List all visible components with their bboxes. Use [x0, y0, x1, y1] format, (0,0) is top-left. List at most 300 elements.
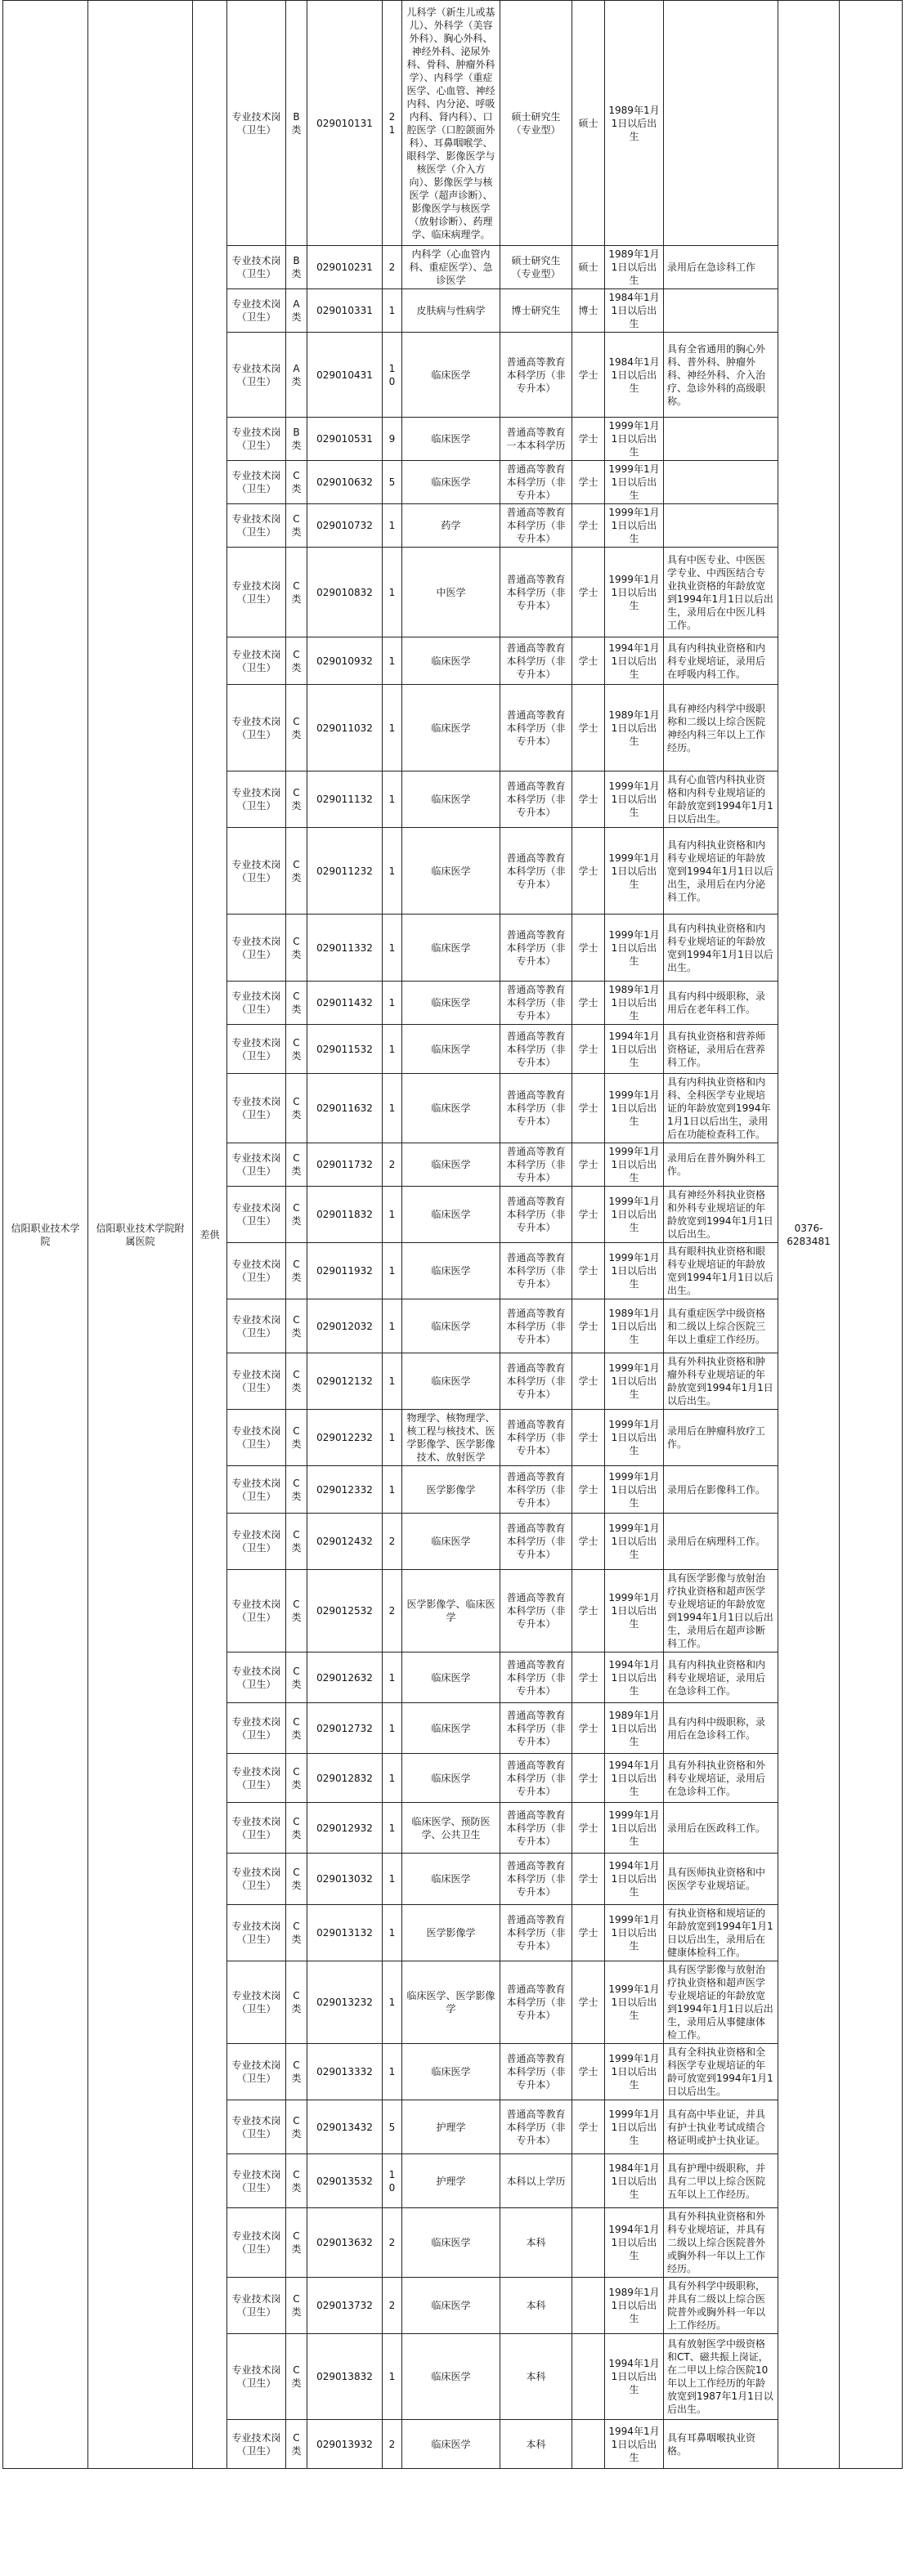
code-cell: 029010131 — [307, 1, 383, 246]
position-cell: 专业技术岗（卫生） — [227, 1299, 286, 1353]
other-requirements-cell: 具有重症医学中级资格和二级以上综合医院三年以上重症工作经历。 — [664, 1299, 778, 1353]
count-cell: 1 — [383, 1243, 402, 1299]
code-cell: 029013232 — [307, 1961, 383, 2044]
major-cell: 临床医学 — [402, 1514, 500, 1570]
position-cell: 专业技术岗（卫生） — [227, 1754, 286, 1803]
other-requirements-cell: 具有外科学中级职称，并具有二级以上综合医院普外或胸外科一年以上工作经历。 — [664, 2278, 778, 2334]
major-cell: 护理学 — [402, 2154, 500, 2208]
major-cell: 皮肤病与性病学 — [402, 289, 500, 333]
count-cell: 1 — [383, 1025, 402, 1074]
position-cell: 专业技术岗（卫生） — [227, 1854, 286, 1905]
count-cell: 1 — [383, 1466, 402, 1514]
age-cell: 1989年1月1日以后出生 — [605, 685, 664, 771]
degree-cell: 学士 — [572, 1074, 605, 1143]
other-requirements-cell: 具有执业资格和营养师资格证，录用后在营养科工作。 — [664, 1025, 778, 1074]
position-cell: 专业技术岗（卫生） — [227, 1074, 286, 1143]
other-requirements-cell: 具有护理中级职称，并具有二甲以上综合医院五年以上工作经历。 — [664, 2154, 778, 2208]
position-cell: 专业技术岗（卫生） — [227, 2154, 286, 2208]
position-cell: 专业技术岗（卫生） — [227, 418, 286, 461]
count-cell: 1 — [383, 2334, 402, 2420]
count-cell: 1 — [383, 2044, 402, 2100]
count-cell: 1 — [383, 1074, 402, 1143]
major-cell: 临床医学 — [402, 1353, 500, 1410]
major-cell: 临床医学 — [402, 1854, 500, 1905]
position-cell: 专业技术岗（卫生） — [227, 2278, 286, 2334]
count-cell: 1 — [383, 1353, 402, 1410]
education-cell: 普通高等教育本科学历（非专升本） — [500, 1143, 572, 1187]
education-cell: 普通高等教育本科学历（非专升本） — [500, 2044, 572, 2100]
code-cell: 029011732 — [307, 1143, 383, 1187]
education-cell: 普通高等教育本科学历（非专升本） — [500, 1514, 572, 1570]
code-cell: 029010832 — [307, 548, 383, 637]
position-cell: 专业技术岗（卫生） — [227, 2334, 286, 2420]
code-cell: 029012732 — [307, 1703, 383, 1754]
class-cell: C类 — [286, 461, 307, 504]
code-cell: 029011332 — [307, 915, 383, 982]
major-cell: 临床医学 — [402, 915, 500, 982]
age-cell: 1999年1月1日以后出生 — [605, 2100, 664, 2154]
education-cell: 普通高等教育本科学历（非专升本） — [500, 771, 572, 828]
major-cell: 临床医学 — [402, 2278, 500, 2334]
age-cell: 1994年1月1日以后出生 — [605, 1652, 664, 1703]
education-cell: 普通高等教育本科学历（非专升本） — [500, 1803, 572, 1854]
other-requirements-cell: 录用后在影像科工作。 — [664, 1466, 778, 1514]
position-cell: 专业技术岗（卫生） — [227, 333, 286, 418]
count-cell: 5 — [383, 2100, 402, 2154]
position-cell: 专业技术岗（卫生） — [227, 637, 286, 685]
class-cell: C类 — [286, 1187, 307, 1243]
code-cell: 029011132 — [307, 771, 383, 828]
position-cell: 专业技术岗（卫生） — [227, 2208, 286, 2278]
major-cell: 临床医学 — [402, 685, 500, 771]
major-cell: 临床医学、预防医学、公共卫生 — [402, 1803, 500, 1854]
degree-cell: 学士 — [572, 2100, 605, 2154]
major-cell: 临床医学 — [402, 637, 500, 685]
major-cell: 医学影像学、临床医学 — [402, 1570, 500, 1652]
education-cell: 普通高等教育本科学历（非专升本） — [500, 1410, 572, 1466]
position-cell: 专业技术岗（卫生） — [227, 461, 286, 504]
age-cell: 1999年1月1日以后出生 — [605, 1570, 664, 1652]
class-cell: C类 — [286, 1905, 307, 1961]
code-cell: 029011232 — [307, 828, 383, 915]
code-cell: 029011432 — [307, 982, 383, 1025]
class-cell: C类 — [286, 2208, 307, 2278]
code-cell: 029010531 — [307, 418, 383, 461]
other-requirements-cell: 有执业资格和规培证的年龄放宽到1994年1月1日以后出生，录用后在健康体检科工作。 — [664, 1905, 778, 1961]
count-cell: 2 — [383, 246, 402, 289]
other-requirements-cell: 具有放射医学中级资格和CT、磁共振上岗证，在二甲以上综合医院10年以上工作经历的年龄放宽到1987年1月1日以后出生。 — [664, 2334, 778, 2420]
other-requirements-cell — [664, 461, 778, 504]
degree-cell: 硕士 — [572, 1, 605, 246]
position-cell: 专业技术岗（卫生） — [227, 2100, 286, 2154]
education-cell: 硕士研究生（专业型） — [500, 246, 572, 289]
other-requirements-cell: 具有内科执业资格和内科专业规培证，录用后在急诊科工作。 — [664, 1652, 778, 1703]
position-cell: 专业技术岗（卫生） — [227, 1466, 286, 1514]
position-cell: 专业技术岗（卫生） — [227, 1187, 286, 1243]
other-requirements-cell: 具有外科执业资格和肿瘤外科专业规培证的年龄放宽到1994年1月1日以后出生。 — [664, 1353, 778, 1410]
code-cell: 029013332 — [307, 2044, 383, 2100]
education-cell: 普通高等教育本科学历（非专升本） — [500, 637, 572, 685]
age-cell: 1999年1月1日以后出生 — [605, 1074, 664, 1143]
major-cell: 儿科学（新生儿或基儿）、外科学（美容外科）、胸心外科、神经外科、泌尿外科、骨科、肿瘤外科学）、内科学（重症医学、心血管、神经内科、内分泌、呼吸内科、肾内科）、口腔医学（口腔颌面外科）、耳鼻咽喉学、眼科学、影像医学与核医学（介入方向）、影像医学与核医学（超声诊断）、影像医学与核医学（放射诊断）、药理学、临床病理学。 — [402, 1, 500, 246]
education-cell: 普通高等教育本科学历（非专升本） — [500, 1854, 572, 1905]
position-cell: 专业技术岗（卫生） — [227, 2044, 286, 2100]
other-requirements-cell: 具有内科执业资格和内科专业规培证，录用后在呼吸内科工作。 — [664, 637, 778, 685]
degree-cell: 学士 — [572, 637, 605, 685]
age-cell: 1999年1月1日以后出生 — [605, 548, 664, 637]
position-cell: 专业技术岗（卫生） — [227, 1143, 286, 1187]
education-cell: 普通高等教育本科学历（非专升本） — [500, 685, 572, 771]
class-cell: C类 — [286, 2100, 307, 2154]
count-cell: 10 — [383, 2154, 402, 2208]
class-cell: C类 — [286, 685, 307, 771]
major-cell: 临床医学 — [402, 2420, 500, 2469]
age-cell: 1984年1月1日以后出生 — [605, 333, 664, 418]
count-cell: 2 — [383, 2278, 402, 2334]
count-cell: 1 — [383, 1905, 402, 1961]
education-cell: 普通高等教育本科学历（非专升本） — [500, 1243, 572, 1299]
count-cell: 10 — [383, 333, 402, 418]
class-cell: B类 — [286, 1, 307, 246]
major-cell: 临床医学 — [402, 1025, 500, 1074]
other-requirements-cell: 具有中医专业、中医医学专业、中西医结合专业执业资格的年龄放宽到1994年1月1日以后出生，录用后在中医儿科工作。 — [664, 548, 778, 637]
class-cell: C类 — [286, 1299, 307, 1353]
education-cell: 普通高等教育本科学历（非专升本） — [500, 548, 572, 637]
table-row — [3, 1, 903, 246]
class-cell: C类 — [286, 1466, 307, 1514]
degree-cell: 学士 — [572, 1243, 605, 1299]
count-cell: 1 — [383, 504, 402, 548]
major-cell: 内科学（心血管内科、重症医学）、急诊医学 — [402, 246, 500, 289]
count-cell: 1 — [383, 1754, 402, 1803]
code-cell: 029013732 — [307, 2278, 383, 2334]
class-cell: C类 — [286, 1025, 307, 1074]
other-requirements-cell: 录用后在医政科工作。 — [664, 1803, 778, 1854]
education-cell: 本科 — [500, 2208, 572, 2278]
degree-cell: 学士 — [572, 915, 605, 982]
major-cell: 临床医学 — [402, 828, 500, 915]
class-cell: C类 — [286, 1652, 307, 1703]
other-requirements-cell: 具有心血管内科执业资格和内科专业规培证的年龄放宽到1994年1月1日以后出生。 — [664, 771, 778, 828]
major-cell: 临床医学 — [402, 771, 500, 828]
major-cell: 临床医学 — [402, 1703, 500, 1754]
class-cell: C类 — [286, 2334, 307, 2420]
code-cell: 029010632 — [307, 461, 383, 504]
age-cell: 1989年1月1日以后出生 — [605, 246, 664, 289]
age-cell: 1999年1月1日以后出生 — [605, 418, 664, 461]
age-cell: 1994年1月1日以后出生 — [605, 1754, 664, 1803]
code-cell: 029010331 — [307, 289, 383, 333]
code-cell: 029013432 — [307, 2100, 383, 2154]
position-cell: 专业技术岗（卫生） — [227, 828, 286, 915]
degree-cell: 学士 — [572, 1854, 605, 1905]
count-cell: 1 — [383, 637, 402, 685]
count-cell: 1 — [383, 289, 402, 333]
class-cell: C类 — [286, 2420, 307, 2469]
other-requirements-cell: 录用后在急诊科工作 — [664, 246, 778, 289]
class-cell: C类 — [286, 637, 307, 685]
degree-cell: 学士 — [572, 1803, 605, 1854]
code-cell: 029011632 — [307, 1074, 383, 1143]
count-cell: 2 — [383, 1143, 402, 1187]
other-requirements-cell: 具有神经内科学中级职称和二级以上综合医院神经内科三年以上工作经历。 — [664, 685, 778, 771]
education-cell: 普通高等教育本科学历（非专升本） — [500, 1570, 572, 1652]
count-cell: 1 — [383, 1803, 402, 1854]
education-cell: 普通高等教育本科学历（非专升本） — [500, 915, 572, 982]
education-cell: 普通高等教育本科学历（非专升本） — [500, 1703, 572, 1754]
other-requirements-cell: 具有神经外科执业资格和外科专业规培证的年龄放宽到1994年1月1日以后出生。 — [664, 1187, 778, 1243]
code-cell: 029013532 — [307, 2154, 383, 2208]
phone-cell: 0376-6283481 — [778, 1, 840, 2469]
major-cell: 临床医学 — [402, 1299, 500, 1353]
position-cell: 专业技术岗（卫生） — [227, 1353, 286, 1410]
age-cell: 1999年1月1日以后出生 — [605, 1143, 664, 1187]
other-requirements-cell: 具有耳鼻咽喉执业资格。 — [664, 2420, 778, 2469]
class-cell: C类 — [286, 2278, 307, 2334]
major-cell: 物理学、核物理学、核工程与核技术、医学影像学、医学影像技术、放射医学 — [402, 1410, 500, 1466]
code-cell: 029011532 — [307, 1025, 383, 1074]
degree-cell: 学士 — [572, 1961, 605, 2044]
age-cell: 1999年1月1日以后出生 — [605, 1410, 664, 1466]
age-cell: 1989年1月1日以后出生 — [605, 1, 664, 246]
count-cell: 1 — [383, 548, 402, 637]
education-cell: 普通高等教育一本本科学历 — [500, 418, 572, 461]
major-cell: 临床医学 — [402, 2044, 500, 2100]
class-cell: A类 — [286, 333, 307, 418]
education-cell: 普通高等教育本科学历（非专升本） — [500, 333, 572, 418]
class-cell: C类 — [286, 982, 307, 1025]
position-cell: 专业技术岗（卫生） — [227, 289, 286, 333]
count-cell: 2 — [383, 2208, 402, 2278]
education-cell: 普通高等教育本科学历（非专升本） — [500, 1187, 572, 1243]
position-cell: 专业技术岗（卫生） — [227, 504, 286, 548]
major-cell: 临床医学、医学影像学 — [402, 1961, 500, 2044]
class-cell: C类 — [286, 504, 307, 548]
education-cell: 本科以上学历 — [500, 2154, 572, 2208]
degree-cell: 学士 — [572, 828, 605, 915]
position-cell: 专业技术岗（卫生） — [227, 1905, 286, 1961]
position-cell: 专业技术岗（卫生） — [227, 548, 286, 637]
degree-cell: 学士 — [572, 982, 605, 1025]
age-cell: 1984年1月1日以后出生 — [605, 289, 664, 333]
education-cell: 普通高等教育本科学历（非专升本） — [500, 1353, 572, 1410]
class-cell: C类 — [286, 548, 307, 637]
major-cell: 中医学 — [402, 548, 500, 637]
position-cell: 专业技术岗（卫生） — [227, 2420, 286, 2469]
count-cell: 1 — [383, 1961, 402, 2044]
age-cell: 1984年1月1日以后出生 — [605, 2154, 664, 2208]
education-cell: 普通高等教育本科学历（非专升本） — [500, 1074, 572, 1143]
code-cell: 029013032 — [307, 1854, 383, 1905]
education-cell: 普通高等教育本科学历（非专升本） — [500, 1299, 572, 1353]
other-requirements-cell — [664, 289, 778, 333]
major-cell: 临床医学 — [402, 1187, 500, 1243]
code-cell: 029010732 — [307, 504, 383, 548]
other-requirements-cell: 具有内科执业资格和内科专业规培证的年龄放宽到1994年1月1日以后出生。 — [664, 915, 778, 982]
age-cell: 1989年1月1日以后出生 — [605, 1299, 664, 1353]
age-cell: 1994年1月1日以后出生 — [605, 2334, 664, 2420]
education-cell: 普通高等教育本科学历（非专升本） — [500, 1652, 572, 1703]
degree-cell: 学士 — [572, 504, 605, 548]
other-requirements-cell: 具有外科执业资格和外科专业规培证，录用后在急诊科工作。 — [664, 1754, 778, 1803]
education-cell: 普通高等教育本科学历（非专升本） — [500, 461, 572, 504]
degree-cell — [572, 2334, 605, 2420]
code-cell: 029012532 — [307, 1570, 383, 1652]
position-cell: 专业技术岗（卫生） — [227, 1514, 286, 1570]
other-requirements-cell: 具有内科中级职称，录用后在急诊科工作。 — [664, 1703, 778, 1754]
code-cell: 029011032 — [307, 685, 383, 771]
code-cell: 029012132 — [307, 1353, 383, 1410]
age-cell: 1994年1月1日以后出生 — [605, 1854, 664, 1905]
education-cell: 普通高等教育本科学历（非专升本） — [500, 1905, 572, 1961]
major-cell: 医学影像学 — [402, 1466, 500, 1514]
nature-cell: 差供 — [193, 1, 227, 2469]
code-cell: 029010932 — [307, 637, 383, 685]
count-cell: 1 — [383, 828, 402, 915]
major-cell: 护理学 — [402, 2100, 500, 2154]
degree-cell: 学士 — [572, 1353, 605, 1410]
major-cell: 临床医学 — [402, 461, 500, 504]
age-cell: 1999年1月1日以后出生 — [605, 771, 664, 828]
age-cell: 1999年1月1日以后出生 — [605, 2044, 664, 2100]
degree-cell: 学士 — [572, 548, 605, 637]
age-cell: 1994年1月1日以后出生 — [605, 2208, 664, 2278]
degree-cell: 学士 — [572, 1466, 605, 1514]
age-cell: 1989年1月1日以后出生 — [605, 2278, 664, 2334]
count-cell: 5 — [383, 461, 402, 504]
major-cell: 临床医学 — [402, 982, 500, 1025]
degree-cell — [572, 2420, 605, 2469]
other-requirements-cell: 具有全科执业资格和全科医学专业规培证的年龄可放宽到1994年1月1日以后出生。 — [664, 2044, 778, 2100]
degree-cell: 学士 — [572, 1905, 605, 1961]
count-cell: 1 — [383, 1854, 402, 1905]
age-cell: 1994年1月1日以后出生 — [605, 637, 664, 685]
major-cell: 药学 — [402, 504, 500, 548]
count-cell: 1 — [383, 685, 402, 771]
degree-cell: 学士 — [572, 418, 605, 461]
class-cell: B类 — [286, 418, 307, 461]
class-cell: C类 — [286, 1410, 307, 1466]
major-cell: 临床医学 — [402, 1074, 500, 1143]
code-cell: 029012932 — [307, 1803, 383, 1854]
class-cell: C类 — [286, 915, 307, 982]
position-cell: 专业技术岗（卫生） — [227, 771, 286, 828]
major-cell: 医学影像学 — [402, 1905, 500, 1961]
count-cell: 1 — [383, 982, 402, 1025]
position-cell: 专业技术岗（卫生） — [227, 1025, 286, 1074]
count-cell: 1 — [383, 1652, 402, 1703]
other-requirements-cell — [664, 418, 778, 461]
code-cell: 029013632 — [307, 2208, 383, 2278]
degree-cell: 学士 — [572, 1410, 605, 1466]
class-cell: C类 — [286, 1703, 307, 1754]
degree-cell: 学士 — [572, 1754, 605, 1803]
degree-cell: 学士 — [572, 771, 605, 828]
class-cell: C类 — [286, 1143, 307, 1187]
other-requirements-cell: 具有内科执业资格和内科专业规培证的年龄放宽到1994年1月1日以后出生，录用后在内分泌科工作。 — [664, 828, 778, 915]
degree-cell: 学士 — [572, 461, 605, 504]
degree-cell: 学士 — [572, 1652, 605, 1703]
degree-cell: 博士 — [572, 289, 605, 333]
code-cell: 029010431 — [307, 333, 383, 418]
code-cell: 029012332 — [307, 1466, 383, 1514]
count-cell: 1 — [383, 1703, 402, 1754]
degree-cell: 学士 — [572, 1143, 605, 1187]
code-cell: 029013832 — [307, 2334, 383, 2420]
code-cell: 029012432 — [307, 1514, 383, 1570]
age-cell: 1999年1月1日以后出生 — [605, 1353, 664, 1410]
code-cell: 029012632 — [307, 1652, 383, 1703]
other-requirements-cell: 录用后在肿瘤科放疗工作。 — [664, 1410, 778, 1466]
education-cell: 硕士研究生（专业型） — [500, 1, 572, 246]
position-cell: 专业技术岗（卫生） — [227, 1803, 286, 1854]
age-cell: 1994年1月1日以后出生 — [605, 1025, 664, 1074]
age-cell: 1999年1月1日以后出生 — [605, 1514, 664, 1570]
age-cell: 1999年1月1日以后出生 — [605, 1187, 664, 1243]
degree-cell: 学士 — [572, 1514, 605, 1570]
education-cell: 博士研究生 — [500, 289, 572, 333]
other-requirements-cell: 具有外科执业资格和外科专业规培证，并具有二级以上综合医院普外或胸外科一年以上工作经历。 — [664, 2208, 778, 2278]
code-cell: 029011832 — [307, 1187, 383, 1243]
position-cell: 专业技术岗（卫生） — [227, 1410, 286, 1466]
class-cell: C类 — [286, 1570, 307, 1652]
age-cell: 1999年1月1日以后出生 — [605, 915, 664, 982]
other-requirements-cell: 具有内科执业资格和内科、全科医学专业规培证的年龄放宽到1994年1月1日以后出生，录用后在功能检查科工作。 — [664, 1074, 778, 1143]
age-cell: 1994年1月1日以后出生 — [605, 2420, 664, 2469]
code-cell: 029013932 — [307, 2420, 383, 2469]
position-cell: 专业技术岗（卫生） — [227, 1243, 286, 1299]
unit-cell: 信阳职业技术学院 — [3, 1, 88, 2469]
degree-cell — [572, 2278, 605, 2334]
age-cell: 1999年1月1日以后出生 — [605, 1466, 664, 1514]
age-cell: 1999年1月1日以后出生 — [605, 461, 664, 504]
age-cell: 1999年1月1日以后出生 — [605, 1803, 664, 1854]
education-cell: 普通高等教育本科学历（非专升本） — [500, 1466, 572, 1514]
position-cell: 专业技术岗（卫生） — [227, 1, 286, 246]
count-cell: 1 — [383, 1410, 402, 1466]
degree-cell: 学士 — [572, 1187, 605, 1243]
class-cell: C类 — [286, 1754, 307, 1803]
class-cell: C类 — [286, 2154, 307, 2208]
position-cell: 专业技术岗（卫生） — [227, 1961, 286, 2044]
count-cell: 1 — [383, 771, 402, 828]
education-cell: 本科 — [500, 2278, 572, 2334]
position-cell: 专业技术岗（卫生） — [227, 246, 286, 289]
degree-cell: 学士 — [572, 1570, 605, 1652]
code-cell: 029011932 — [307, 1243, 383, 1299]
education-cell: 普通高等教育本科学历（非专升本） — [500, 1754, 572, 1803]
degree-cell: 学士 — [572, 2044, 605, 2100]
degree-cell: 学士 — [572, 1299, 605, 1353]
age-cell: 1989年1月1日以后出生 — [605, 982, 664, 1025]
other-requirements-cell: 具有眼科执业资格和眼科专业规培证的年龄放宽到1994年1月1日以后出生。 — [664, 1243, 778, 1299]
age-cell: 1989年1月1日以后出生 — [605, 1703, 664, 1754]
degree-cell: 学士 — [572, 333, 605, 418]
education-cell: 普通高等教育本科学历（非专升本） — [500, 504, 572, 548]
major-cell: 临床医学 — [402, 1754, 500, 1803]
degree-cell: 硕士 — [572, 246, 605, 289]
remarks-cell — [840, 1, 903, 2469]
age-cell: 1999年1月1日以后出生 — [605, 1905, 664, 1961]
count-cell: 1 — [383, 1187, 402, 1243]
count-cell: 1 — [383, 915, 402, 982]
class-cell: C类 — [286, 2044, 307, 2100]
major-cell: 临床医学 — [402, 2334, 500, 2420]
class-cell: A类 — [286, 289, 307, 333]
class-cell: C类 — [286, 1961, 307, 2044]
degree-cell: 学士 — [572, 1025, 605, 1074]
class-cell: C类 — [286, 828, 307, 915]
